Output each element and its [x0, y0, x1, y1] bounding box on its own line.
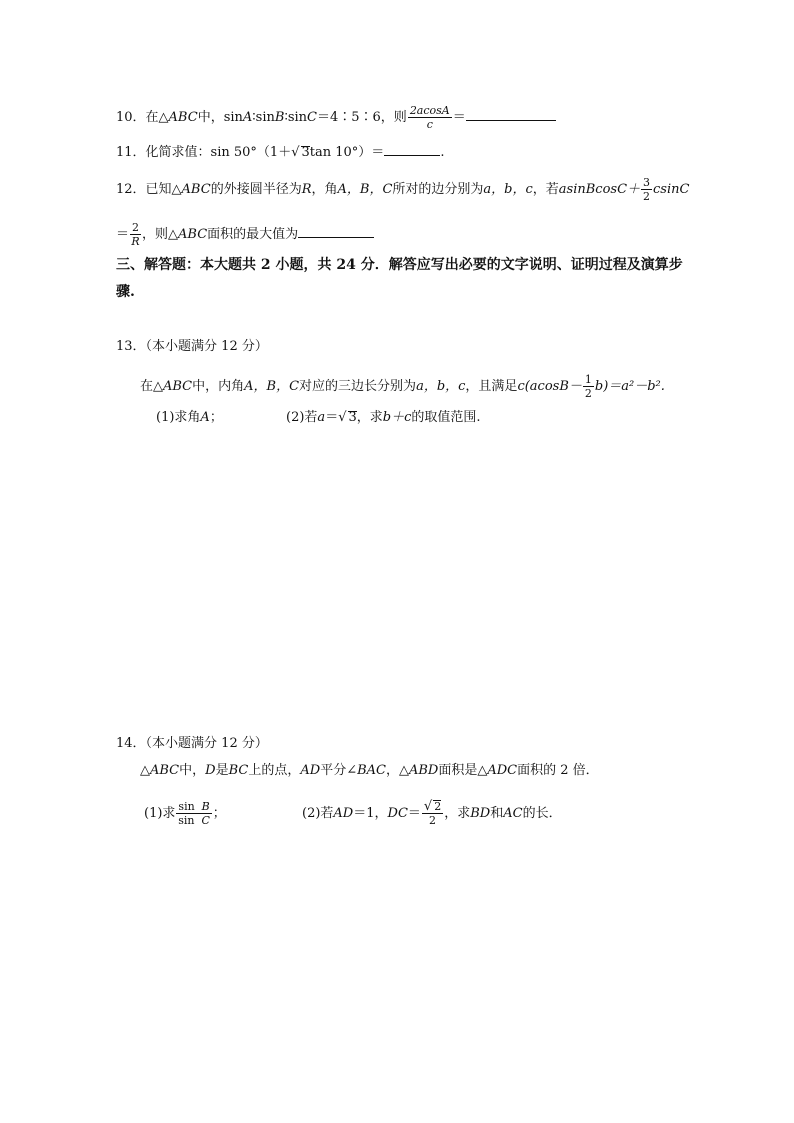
question-10: 10．在△ABC中，sinA∶sinB∶sinC＝4∶5∶6，则 $\frac{2acosA}{c}$ ＝	[116, 104, 556, 131]
q14-fraction-sqrt2-2: $\frac{√ 2}{2}$	[423, 799, 442, 827]
q12-fraction-2-r: $\frac{2}{R}$	[131, 221, 140, 248]
question-12-line1: 12．已知△ABC的外接圆半径为R，角A，B，C所对的边分别为a，b，c，若asinBcosC＋ $\frac{3}{2}$ csinC	[116, 176, 690, 203]
q12-fraction-3-2: $\frac{3}{2}$	[643, 176, 651, 203]
q13-part-2: (2)若a＝√ 3，求b＋c的取值范围.	[286, 410, 481, 425]
section-3-heading-cont: 骤.	[116, 284, 135, 300]
q13-part-1: (1)求角A；	[156, 410, 223, 425]
q10-text: 中，sin	[197, 110, 243, 125]
q10-number: 10．在△	[116, 110, 169, 125]
q13-fraction-1-2: $\frac{1}{2}$	[584, 373, 592, 400]
q10-triangle-abc: ABC	[168, 110, 198, 125]
q10-answer-blank[interactable]	[466, 106, 556, 121]
section-3-heading: 三、解答题：本大题共 2 小题，共 24 分．解答应写出必要的文字说明、证明过程及演算步	[116, 257, 683, 273]
q14-header: 14．（本小题满分 12 分）	[116, 736, 268, 751]
radical-sign: √	[291, 145, 300, 160]
q14-statement: △ABC中，D是BC上的点，AD平分∠BAC，△ABD面积是△ADC面积的 2 倍．	[140, 763, 599, 778]
q13-header: 13．（本小题满分 12 分）	[116, 339, 268, 354]
q14-fraction-sinb-sinc: $\frac{\text{sin B}}{\text{sin C}}$	[178, 800, 210, 827]
question-12-line2: ＝ $\frac{2}{R}$ ，则△ABC面积的最大值为	[116, 221, 374, 248]
sqrt-3: 3	[301, 145, 310, 160]
question-11: 11．化简求值：sin 50°（1＋√ 3tan 10°）＝ .	[116, 141, 444, 162]
sqrt-2: 2	[434, 800, 442, 813]
q10-fraction: $\frac{2acosA}{c}$	[409, 104, 450, 131]
radical-sign: √	[423, 799, 433, 814]
q14-part-1: (1)求 $\frac{\text{sin B}}{\text{sin C}}$ ；	[144, 800, 226, 827]
q11-answer-blank[interactable]	[384, 141, 440, 156]
sqrt-3: 3	[348, 410, 357, 425]
q14-part-2: (2)若AD＝1，DC＝ $\frac{√ 2}{2}$ ，求BD和AC的长．	[302, 799, 562, 827]
radical-sign: √	[338, 410, 347, 425]
q13-statement: 在△ABC中，内角A，B，C对应的三边长分别为a，b，c，且满足c(acosB－ $\frac{1}{2}$ b)＝a²－b².	[140, 373, 665, 400]
q12-answer-blank[interactable]	[298, 223, 374, 238]
